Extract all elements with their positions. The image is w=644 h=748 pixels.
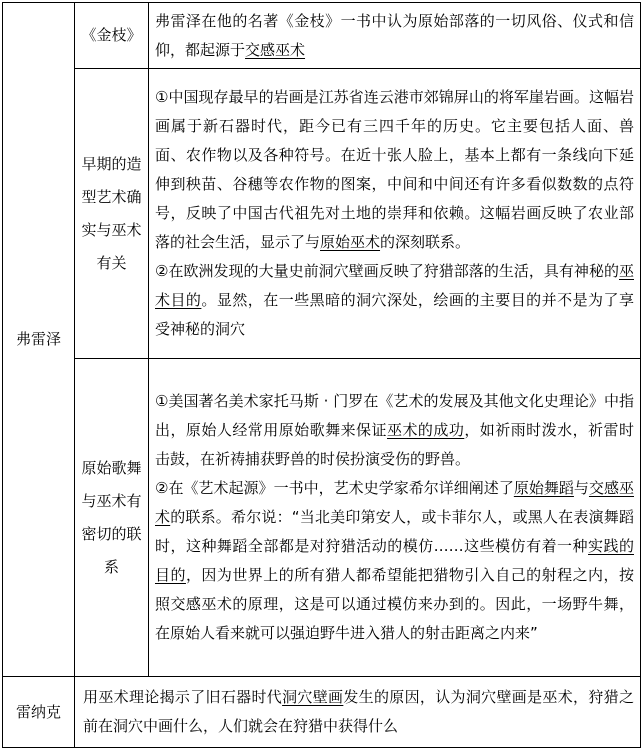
table-row xyxy=(3,3,641,69)
underlined-term: 巫术的成功 xyxy=(386,421,465,439)
underlined-term: 交感巫术 xyxy=(155,479,634,526)
table-row xyxy=(3,69,641,359)
content-text: 用巫术理论揭示了旧石器时代 xyxy=(83,688,283,706)
content-text: 弗雷泽在他的名著《金枝》一书中认为原始部落的一切风俗、仪式和信仰，都起源于 xyxy=(155,11,634,59)
topic-cell-golden-bough xyxy=(75,3,149,69)
topic-label: 原始歌舞与巫术有密切的联系 xyxy=(81,458,142,576)
content-text: 的深刻联系。 xyxy=(380,233,471,251)
paragraph xyxy=(155,83,634,257)
theorist-name-label: 雷纳克 xyxy=(15,702,61,721)
underlined-term: 实践的目的 xyxy=(155,537,634,584)
theorist-name-reinach xyxy=(3,677,75,748)
table-row xyxy=(3,359,641,677)
magic-theory-table xyxy=(2,2,641,748)
content-text: 的联系。希尔说：“当北美印第安人，或卡菲尔人，或黑人在表演舞蹈时，这种舞蹈全部都是对狩猎活动的模仿……这些模仿有着一种 xyxy=(155,508,634,555)
underlined-term: 原始巫术 xyxy=(320,233,381,251)
topic-cell-early-art xyxy=(75,69,149,359)
topic-label: 《金枝》 xyxy=(81,26,142,44)
theorist-name-label: 弗雷泽 xyxy=(15,330,61,348)
content-text: ①美国著名美术家托马斯 · 门罗在《艺术的发展及其他文化史理论》中指出，原始人经常用原始歌舞来保证 xyxy=(155,392,634,439)
content-text: 。显然，在一些黑暗的洞穴深处，绘画的主要目的并不是为了享受神秘的洞穴 xyxy=(155,291,634,338)
paragraph xyxy=(155,257,634,344)
content-cell-golden-bough xyxy=(149,3,641,69)
underlined-term: 原始舞蹈 xyxy=(513,479,574,497)
theorist-name-frazer xyxy=(3,3,75,677)
content-text: ②在欧洲发现的大量史前洞穴壁画反映了狩猎部落的生活，具有神秘的 xyxy=(155,262,619,280)
content-text: ①中国现存最早的岩画是江苏省连云港市郊锦屏山的将军崖岩画。这幅岩画属于新石器时代，距今已有三四千年的历史。它主要包括人面、兽面、农作物以及各种符号。在近十张人脸上，基本上都有一条线向下延伸到秧苗、谷穗等农作物的图案，中间和中间还有许多看似数数的点符号，反映了中国古代祖先对土地的崇拜和依赖。这幅岩画反映了农业部落的社会生活，显示了与 xyxy=(155,88,634,251)
content-text: 发生的原因，认为洞穴壁画是巫术，狩猎之前在洞穴中画什么，人们就会在狩猎中获得什么 xyxy=(83,688,634,735)
paragraph xyxy=(155,474,634,648)
content-text: 与 xyxy=(573,479,589,497)
topic-label: 早期的造型艺术确实与巫术有关 xyxy=(81,154,142,272)
underlined-term: 交感巫术 xyxy=(245,40,306,59)
content-cell-dance xyxy=(149,359,641,677)
content-cell-early-art xyxy=(149,69,641,359)
underlined-term: 巫术目的 xyxy=(155,262,634,309)
underlined-term: 洞穴壁画 xyxy=(282,688,344,706)
content-text: ，如祈雨时泼水，祈雷时击鼓，在祈祷捕获野兽的时侯扮演受伤的野兽。 xyxy=(155,421,634,468)
content-cell-reinach xyxy=(75,677,641,748)
content-text: ②在《艺术起源》一书中，艺术史学家希尔详细阐述了 xyxy=(155,479,514,497)
table-row xyxy=(3,677,641,748)
paragraph xyxy=(155,387,634,474)
content-text: ，因为世界上的所有猎人都希望能把猎物引入自己的射程之内，按照交感巫术的原理，这是可以通过模仿来办到的。因此，一场野牛舞，在原始人看来就可以强迫野牛进入猎人的射击距离之内来” xyxy=(155,566,634,642)
topic-cell-dance xyxy=(75,359,149,677)
